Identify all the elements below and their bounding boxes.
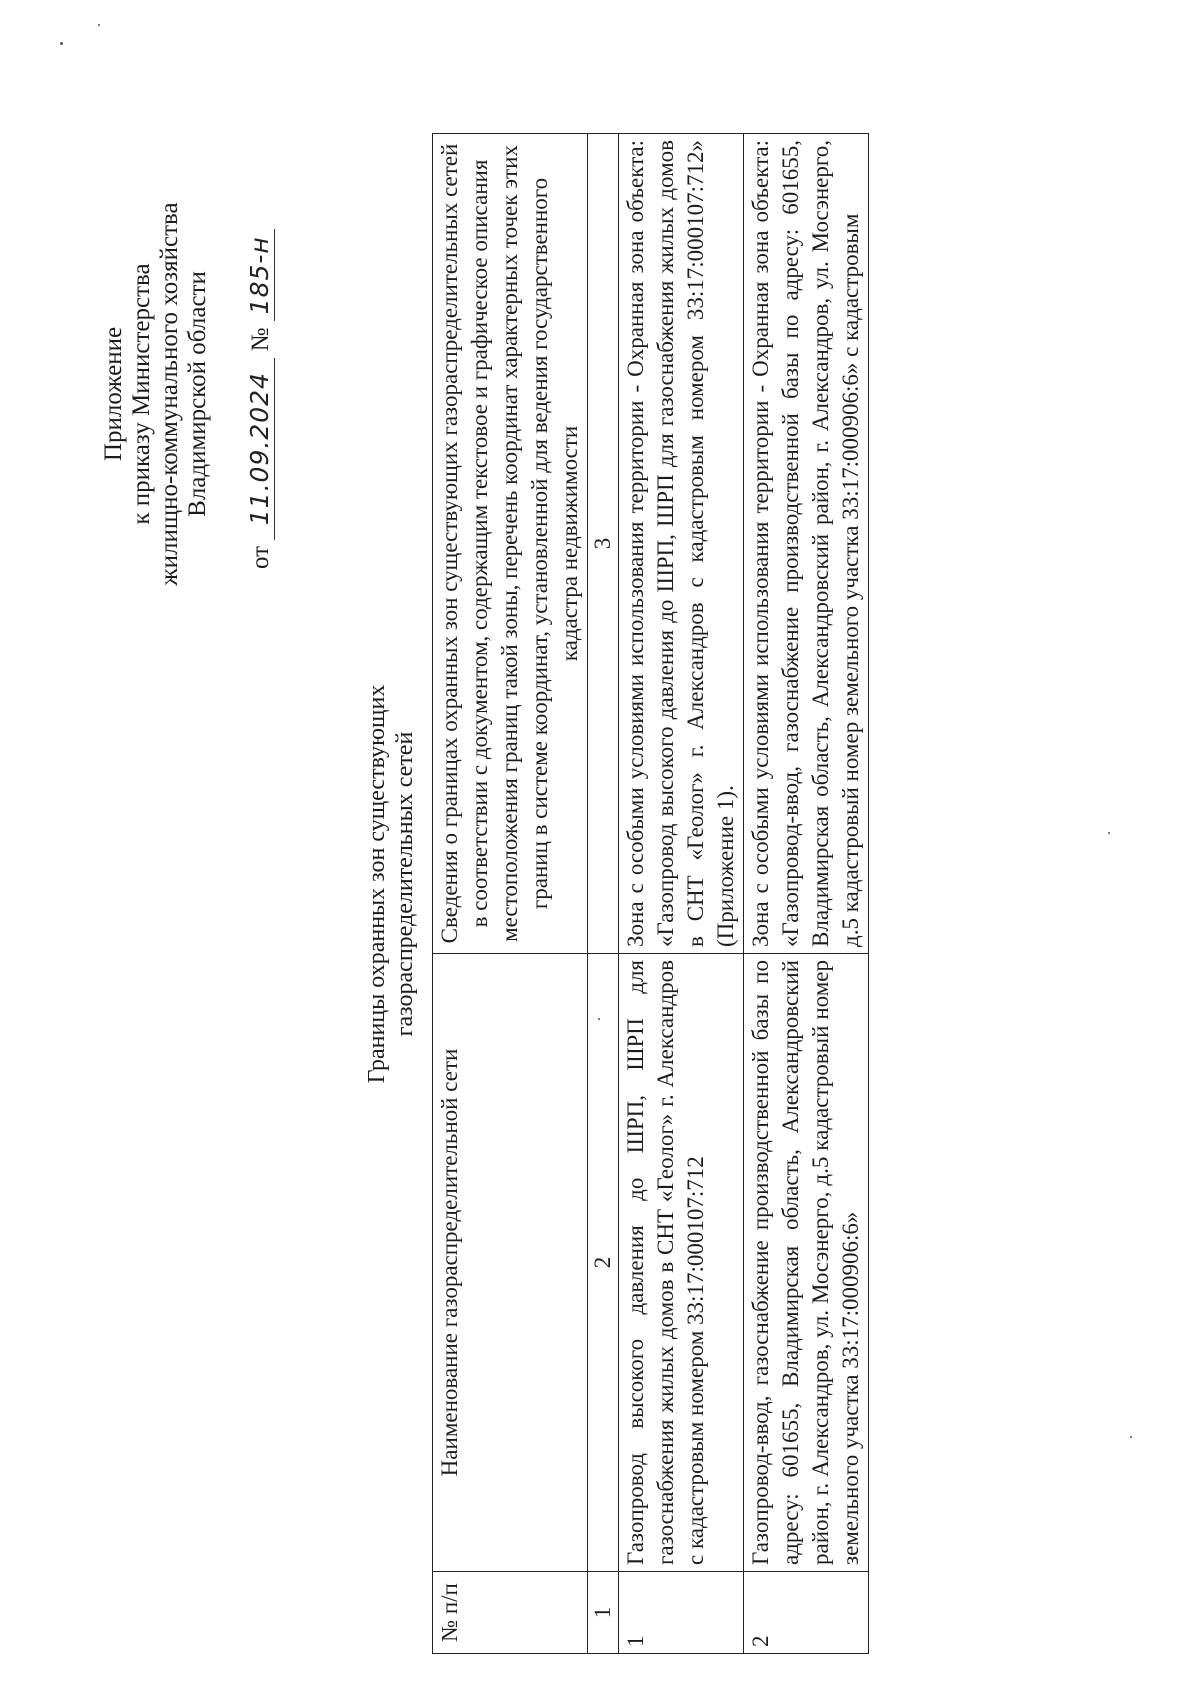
table-row <box>619 134 744 1654</box>
appendix-header <box>100 174 275 614</box>
column-number: 3 <box>588 134 619 954</box>
header-zone-info: Сведения о границах охранных зон существующих газораспределительных сетей в соответствии с документом, содержащим текстовое и графическое описания местоположения границ такой зоны, перечень координат характерных точек этих границ в системе координат, установленной для ведения государственного кадастра недвижимости <box>433 134 588 954</box>
handwritten-number: 185-н <box>246 229 275 321</box>
column-number: 1 <box>588 1572 619 1654</box>
table-row <box>744 134 869 1654</box>
title-line-2: газораспределительных сетей <box>392 731 418 1037</box>
from-label: от <box>247 545 274 569</box>
row-number: 1 <box>619 1572 744 1654</box>
network-name: Газопровод-ввод, газоснабжение производственной базы по адресу: 601655, Владимирская область, Александровский район, г. Александров, ул. Мосэнерго, д.5 кадастровый номер земельного участка 33:17:000906:6» <box>744 954 869 1572</box>
number-label: № <box>247 327 274 352</box>
order-reference: к приказу Министерства <box>128 263 155 525</box>
document-title <box>363 234 419 1534</box>
table-header-row <box>433 134 588 1654</box>
handwritten-date: 11.09.2024 <box>246 358 275 540</box>
row-number: 2 <box>744 1572 869 1654</box>
zone-info: Зона с особыми условиями использования территории - Охранная зона объекта: «Газопровод-ввод, газоснабжение производственной базы по адресу: 601655, Владимирская область, Александровский район, г. Александров, ул. Мосэнерго, д.5 кадастровый номер земельного участка 33:17:000906:6» с кадастровым <box>744 134 869 954</box>
protection-zones-table <box>432 133 869 1654</box>
column-number-row <box>588 134 619 1654</box>
header-number: № п/п <box>433 1572 588 1654</box>
region-name: Владимирской области <box>184 271 211 517</box>
title-line-1: Границы охранных зон существующих <box>364 684 390 1084</box>
header-network-name: Наименование газораспределительной сети <box>433 954 588 1572</box>
appendix-label: Приложение <box>100 326 127 462</box>
order-date-number <box>246 174 275 614</box>
column-number: 2 <box>588 954 619 1572</box>
network-name: Газопровод высокого давления до ШРП, ШРП для газоснабжения жилых домов в СНТ «Геолог» г. Александров с кадастровым номером 33:17:000107:712 <box>619 954 744 1572</box>
zone-info: Зона с особыми условиями использования территории - Охранная зона объекта: «Газопровод высокого давления до ШРП, ШРП для газоснабжения жилых домов в СНТ «Геолог» г. Александров с кадастровым номером 33:17:000107:712» (Приложение 1). <box>619 134 744 954</box>
ministry-name: жилищно-коммунального хозяйства <box>156 202 183 586</box>
